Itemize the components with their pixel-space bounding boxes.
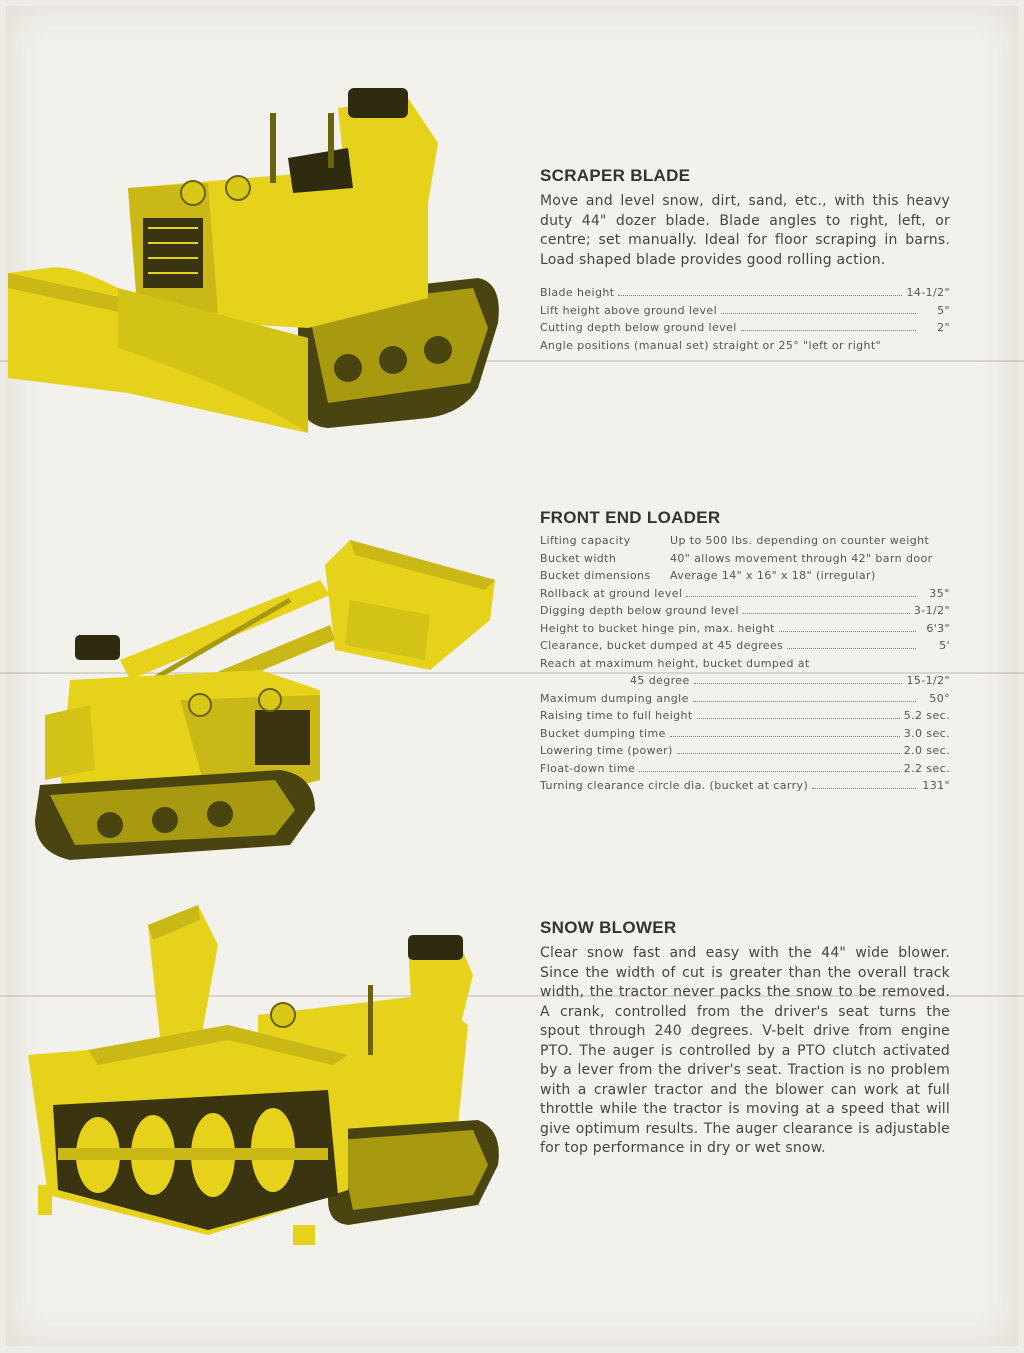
spec-label: Maximum dumping angle — [540, 691, 689, 705]
spec-value: 5.2 sec. — [903, 709, 950, 722]
spec-label: Cutting depth below ground level — [540, 321, 737, 334]
spec-label: Height to bucket hinge pin, max. height — [540, 621, 775, 635]
spec-row — [540, 534, 950, 552]
spec-value: 50° — [929, 691, 950, 705]
spec-label: Rollback at ground level — [540, 586, 683, 600]
scraper-blade-heading: SCRAPER BLADE — [540, 166, 691, 185]
spec-row — [540, 744, 950, 762]
snow-blower-section — [540, 918, 950, 1159]
spec-row — [540, 674, 950, 692]
spec-label: Clearance, bucket dumped at 45 degrees — [540, 639, 784, 652]
spec-value: 2.0 sec. — [903, 744, 950, 757]
spec-label: Float-down time — [540, 761, 636, 775]
front-end-loader-section — [540, 508, 950, 797]
spec-value: 14-1/2" — [906, 286, 950, 299]
spec-label: Turning clearance circle dia. (bucket at carry) — [540, 779, 809, 792]
spec-label: Lift height above ground level — [540, 303, 718, 317]
spec-row — [540, 779, 950, 797]
spec-label: Digging depth below ground level — [540, 604, 739, 617]
spec-label: Angle positions (manual set) straight or 25° "left or right" — [540, 338, 882, 352]
scraper-blade-tractor-illustration — [8, 88, 508, 433]
spec-label: Bucket dumping time — [540, 726, 666, 740]
front-end-loader-specs — [540, 534, 950, 797]
snow-blower-description: Clear snow fast and easy with the 44" wide blower. Since the width of cut is greater than the overall track width, the tractor never packs the snow to be removed. A crank, controlled from the driver's seat turns the spout through 240 degrees. V-belt drive from engine PTO. The auger is controlled by a PTO clutch activated by a lever from the driver's seat. Traction is no problem with a crawler tractor and the blower can work at full throttle while the tractor is moving at a speed that will give optimum results. The auger clearance is adjustable for top performance in dry or wet snow. — [540, 945, 950, 1156]
spec-label: Lowering time (power) — [540, 744, 673, 757]
spec-row — [540, 639, 950, 657]
spec-value: 5" — [937, 303, 950, 317]
snow-blower-tractor-illustration — [28, 905, 508, 1265]
spec-value: 131" — [922, 779, 950, 792]
spec-label: 45 degree — [630, 674, 690, 687]
spec-row — [540, 286, 950, 304]
scraper-blade-description: Move and level snow, dirt, sand, etc., with this heavy duty 44" dozer blade. Blade angles to right, left, or centre; set manually. Ideal for floor scraping in barns. Load shaped blade provides good rolling action. — [540, 193, 950, 268]
spec-value: Up to 500 lbs. depending on counter weight — [670, 534, 930, 547]
snow-blower-heading: SNOW BLOWER — [540, 918, 677, 937]
spec-label: Reach at maximum height, bucket dumped at — [540, 656, 810, 670]
spec-row — [540, 692, 950, 710]
spec-row — [540, 709, 950, 727]
spec-value: 6'3" — [926, 621, 950, 635]
spec-value: 40" allows movement through 42" barn door — [670, 551, 933, 565]
scraper-blade-specs — [540, 286, 950, 356]
spec-label: Lifting capacity — [540, 534, 631, 547]
spec-value: 15-1/2" — [906, 674, 950, 687]
spec-value: 35° — [929, 586, 950, 600]
spec-value: 2" — [937, 321, 950, 334]
spec-row — [540, 304, 950, 322]
spec-row — [540, 622, 950, 640]
spec-row — [540, 604, 950, 622]
spec-label: Bucket dimensions — [540, 569, 651, 582]
spec-row — [540, 762, 950, 780]
spec-label: Bucket width — [540, 551, 617, 565]
spec-row — [540, 552, 950, 570]
scraper-blade-section — [540, 166, 950, 356]
spec-row — [540, 321, 950, 339]
spec-value: 3-1/2" — [913, 604, 950, 617]
front-end-loader-heading: FRONT END LOADER — [540, 508, 721, 527]
spec-label: Blade height — [540, 286, 615, 299]
spec-row — [540, 339, 950, 357]
spec-value: 2.2 sec. — [903, 761, 950, 775]
front-end-loader-tractor-illustration — [30, 540, 500, 865]
spec-row — [540, 727, 950, 745]
spec-value: Average 14" x 16" x 18" (irregular) — [670, 569, 876, 582]
spec-value: 3.0 sec. — [903, 726, 950, 740]
spec-row — [540, 657, 950, 675]
spec-label: Raising time to full height — [540, 709, 693, 722]
spec-row — [540, 569, 950, 587]
spec-row — [540, 587, 950, 605]
spec-value: 5' — [939, 639, 950, 652]
